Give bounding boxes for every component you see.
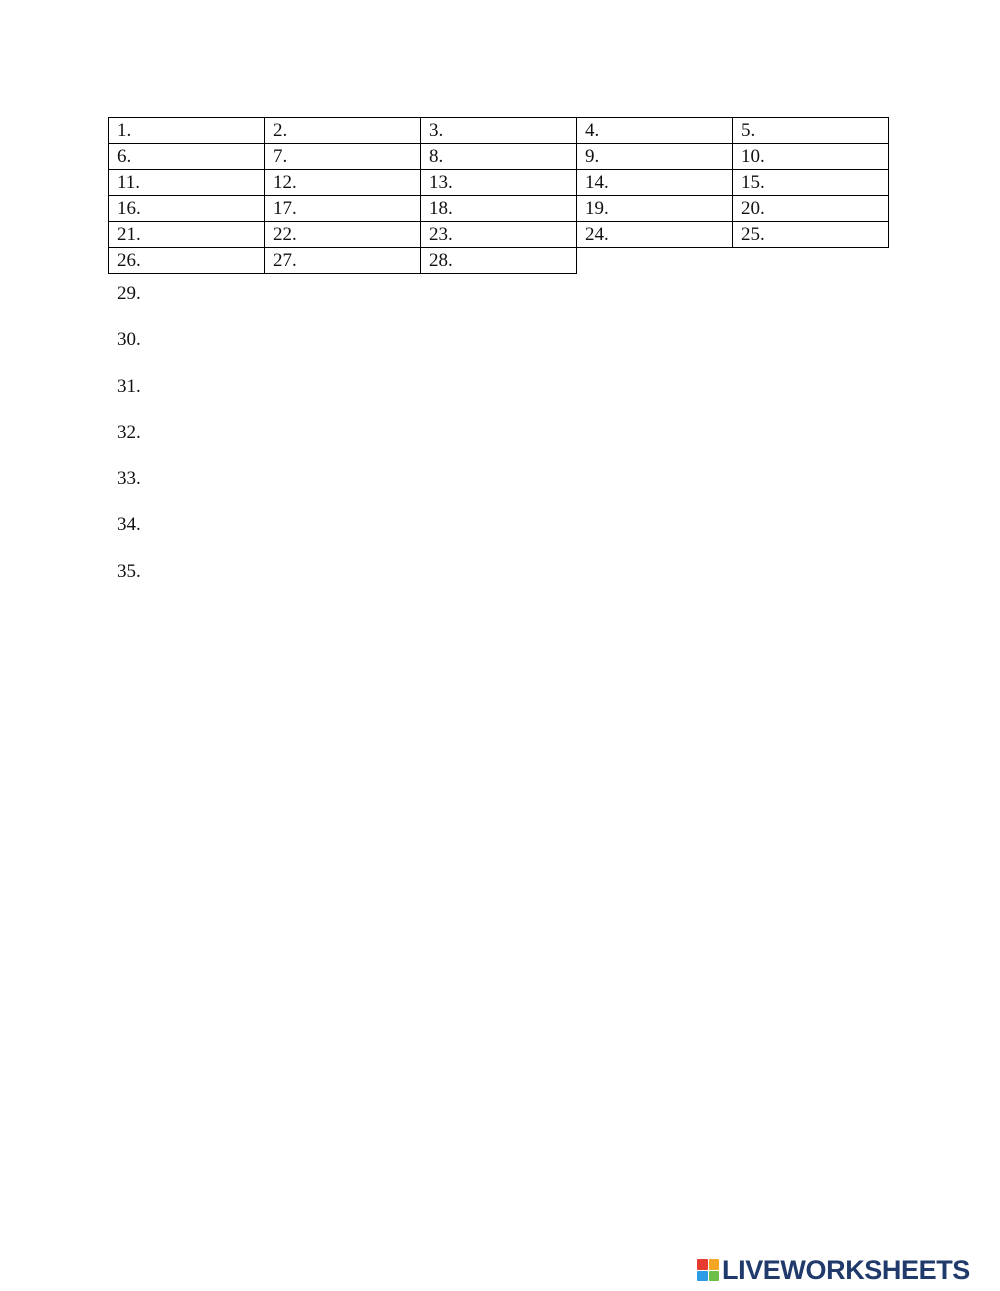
answer-line[interactable]: 32. [117, 421, 141, 443]
answer-cell[interactable]: 28. [421, 248, 577, 274]
logo-square-green [709, 1271, 720, 1282]
answer-cell[interactable]: 24. [577, 222, 733, 248]
answer-cell[interactable]: 9. [577, 144, 733, 170]
answer-cell[interactable]: 22. [265, 222, 421, 248]
answer-cell[interactable]: 17. [265, 196, 421, 222]
answer-cell[interactable]: 25. [733, 222, 889, 248]
answer-line[interactable]: 30. [117, 329, 141, 351]
logo-square-red [697, 1259, 708, 1270]
answer-cell[interactable]: 18. [421, 196, 577, 222]
answer-line-list [117, 282, 141, 606]
answer-cell[interactable]: 23. [421, 222, 577, 248]
grid-row [109, 196, 889, 222]
answer-cell[interactable]: 10. [733, 144, 889, 170]
answer-cell[interactable]: 12. [265, 170, 421, 196]
empty-cell [733, 248, 889, 274]
answer-line[interactable]: 35. [117, 560, 141, 582]
answer-line[interactable]: 29. [117, 283, 141, 304]
answer-cell[interactable]: 21. [109, 222, 265, 248]
grid-row [109, 170, 889, 196]
answer-cell[interactable]: 6. [109, 144, 265, 170]
answer-cell[interactable]: 7. [265, 144, 421, 170]
answer-cell[interactable]: 20. [733, 196, 889, 222]
logo-square-blue [697, 1271, 708, 1282]
answer-line[interactable]: 31. [117, 375, 141, 397]
answer-cell[interactable]: 26. [109, 248, 265, 274]
answer-grid-body [109, 118, 889, 274]
answer-cell[interactable]: 2. [265, 118, 421, 144]
liveworksheets-logo [697, 1256, 970, 1284]
grid-row [109, 248, 889, 274]
grid-row [109, 144, 889, 170]
answer-cell[interactable]: 19. [577, 196, 733, 222]
answer-cell[interactable]: 27. [265, 248, 421, 274]
answer-cell[interactable]: 14. [577, 170, 733, 196]
answer-cell[interactable]: 15. [733, 170, 889, 196]
logo-mark-icon [697, 1259, 719, 1281]
empty-cell [577, 248, 733, 274]
answer-grid [108, 117, 889, 274]
answer-cell[interactable]: 16. [109, 196, 265, 222]
answer-cell[interactable]: 8. [421, 144, 577, 170]
answer-cell[interactable]: 5. [733, 118, 889, 144]
answer-cell[interactable]: 1. [109, 118, 265, 144]
answer-cell[interactable]: 3. [421, 118, 577, 144]
answer-cell[interactable]: 4. [577, 118, 733, 144]
logo-wordmark: LIVEWORKSHEETS [722, 1255, 970, 1285]
answer-cell[interactable]: 13. [421, 170, 577, 196]
logo-square-orange [709, 1259, 720, 1270]
grid-row [109, 118, 889, 144]
answer-line[interactable]: 33. [117, 468, 141, 490]
grid-row [109, 222, 889, 248]
answer-cell[interactable]: 11. [109, 170, 265, 196]
answer-line[interactable]: 34. [117, 514, 141, 536]
